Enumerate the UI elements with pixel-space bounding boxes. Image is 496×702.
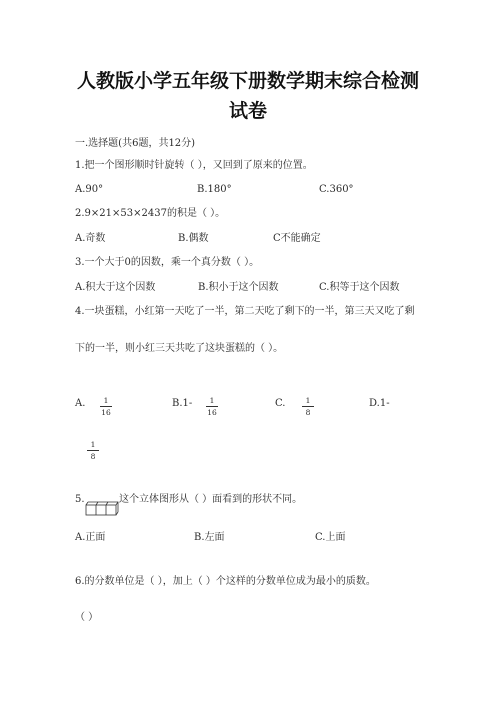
cuboid-figure-icon <box>85 499 121 517</box>
q4-stem-line1: 4.一块蛋糕，小红第一天吃了一半，第二天吃了剩下的一半，第三天又吃了剩 <box>75 306 415 317</box>
q4-stem-line2: 下的一半，则小红三天共吃了这块蛋糕的（ ）。 <box>75 343 284 354</box>
q4-option-b[interactable]: B.1- <box>172 398 193 409</box>
cuboid-front-face <box>86 505 116 515</box>
q4-option-c-fraction <box>301 396 315 417</box>
q5-number: 5. <box>75 494 85 505</box>
q1-option-c[interactable]: C.360° <box>319 184 354 195</box>
q6-stem: 6.的分数单位是（ ），加上（ ）个这样的分数单位成为最小的质数。 <box>75 576 376 587</box>
q5-option-a[interactable]: A.正面 <box>75 532 106 543</box>
q4-option-d-fraction <box>86 440 100 461</box>
q5-option-b[interactable]: B.左面 <box>194 532 225 543</box>
q3-option-b[interactable]: B.积小于这个因数 <box>198 282 279 293</box>
cuboid-back-edge <box>88 502 118 509</box>
fraction-denominator: 16 <box>101 408 111 417</box>
cube-top-divider <box>106 502 108 505</box>
fraction-numerator: 1 <box>90 440 96 449</box>
page-title-line2: 试卷 <box>228 100 267 122</box>
q4-option-d[interactable]: D.1- <box>369 398 390 409</box>
q5-option-c[interactable]: C.上面 <box>315 532 346 543</box>
fraction-denominator: 16 <box>207 408 217 417</box>
fraction-bar <box>302 406 314 407</box>
section-heading: 一.选择题(共6题，共12分) <box>75 138 196 149</box>
q2-option-a[interactable]: A.奇数 <box>75 233 106 244</box>
q2-option-b[interactable]: B.偶数 <box>178 233 209 244</box>
q4-option-c[interactable]: C. <box>275 398 286 409</box>
q3-option-a[interactable]: A.积大于这个因数 <box>75 282 156 293</box>
cube-top-divider <box>96 502 98 505</box>
q3-option-c[interactable]: C.积等于这个因数 <box>319 282 400 293</box>
q6-answer-blank[interactable]: （ ） <box>75 612 99 623</box>
q4-option-a-fraction <box>99 396 113 417</box>
fraction-bar <box>100 406 112 407</box>
q3-stem: 3.一个大于0的因数，乘一个真分数（ ）。 <box>75 257 260 268</box>
fraction-bar <box>87 450 99 451</box>
q1-stem: 1.把一个图形顺时针旋转（ ），又回到了原来的位置。 <box>75 160 313 171</box>
fraction-numerator: 1 <box>305 396 311 405</box>
q4-option-b-fraction <box>205 396 219 417</box>
fraction-denominator: 8 <box>305 408 311 417</box>
q2-stem: 2.9×21×53×2437的积是（ ）。 <box>75 208 226 219</box>
q1-option-a[interactable]: A.90° <box>75 184 104 195</box>
q5-stem: 这个立体图形从（ ）面看到的形状不同。 <box>119 494 303 505</box>
fraction-bar <box>206 406 218 407</box>
fraction-numerator: 1 <box>103 396 109 405</box>
fraction-denominator: 8 <box>90 452 96 461</box>
cuboid-depth-edge <box>86 502 88 505</box>
q1-option-b[interactable]: B.180° <box>197 184 232 195</box>
page-title-line1: 人教版小学五年级下册数学期末综合检测 <box>76 70 419 92</box>
q4-option-a[interactable]: A. <box>75 398 86 409</box>
q2-option-c[interactable]: C不能确定 <box>273 233 321 244</box>
fraction-numerator: 1 <box>209 396 215 405</box>
